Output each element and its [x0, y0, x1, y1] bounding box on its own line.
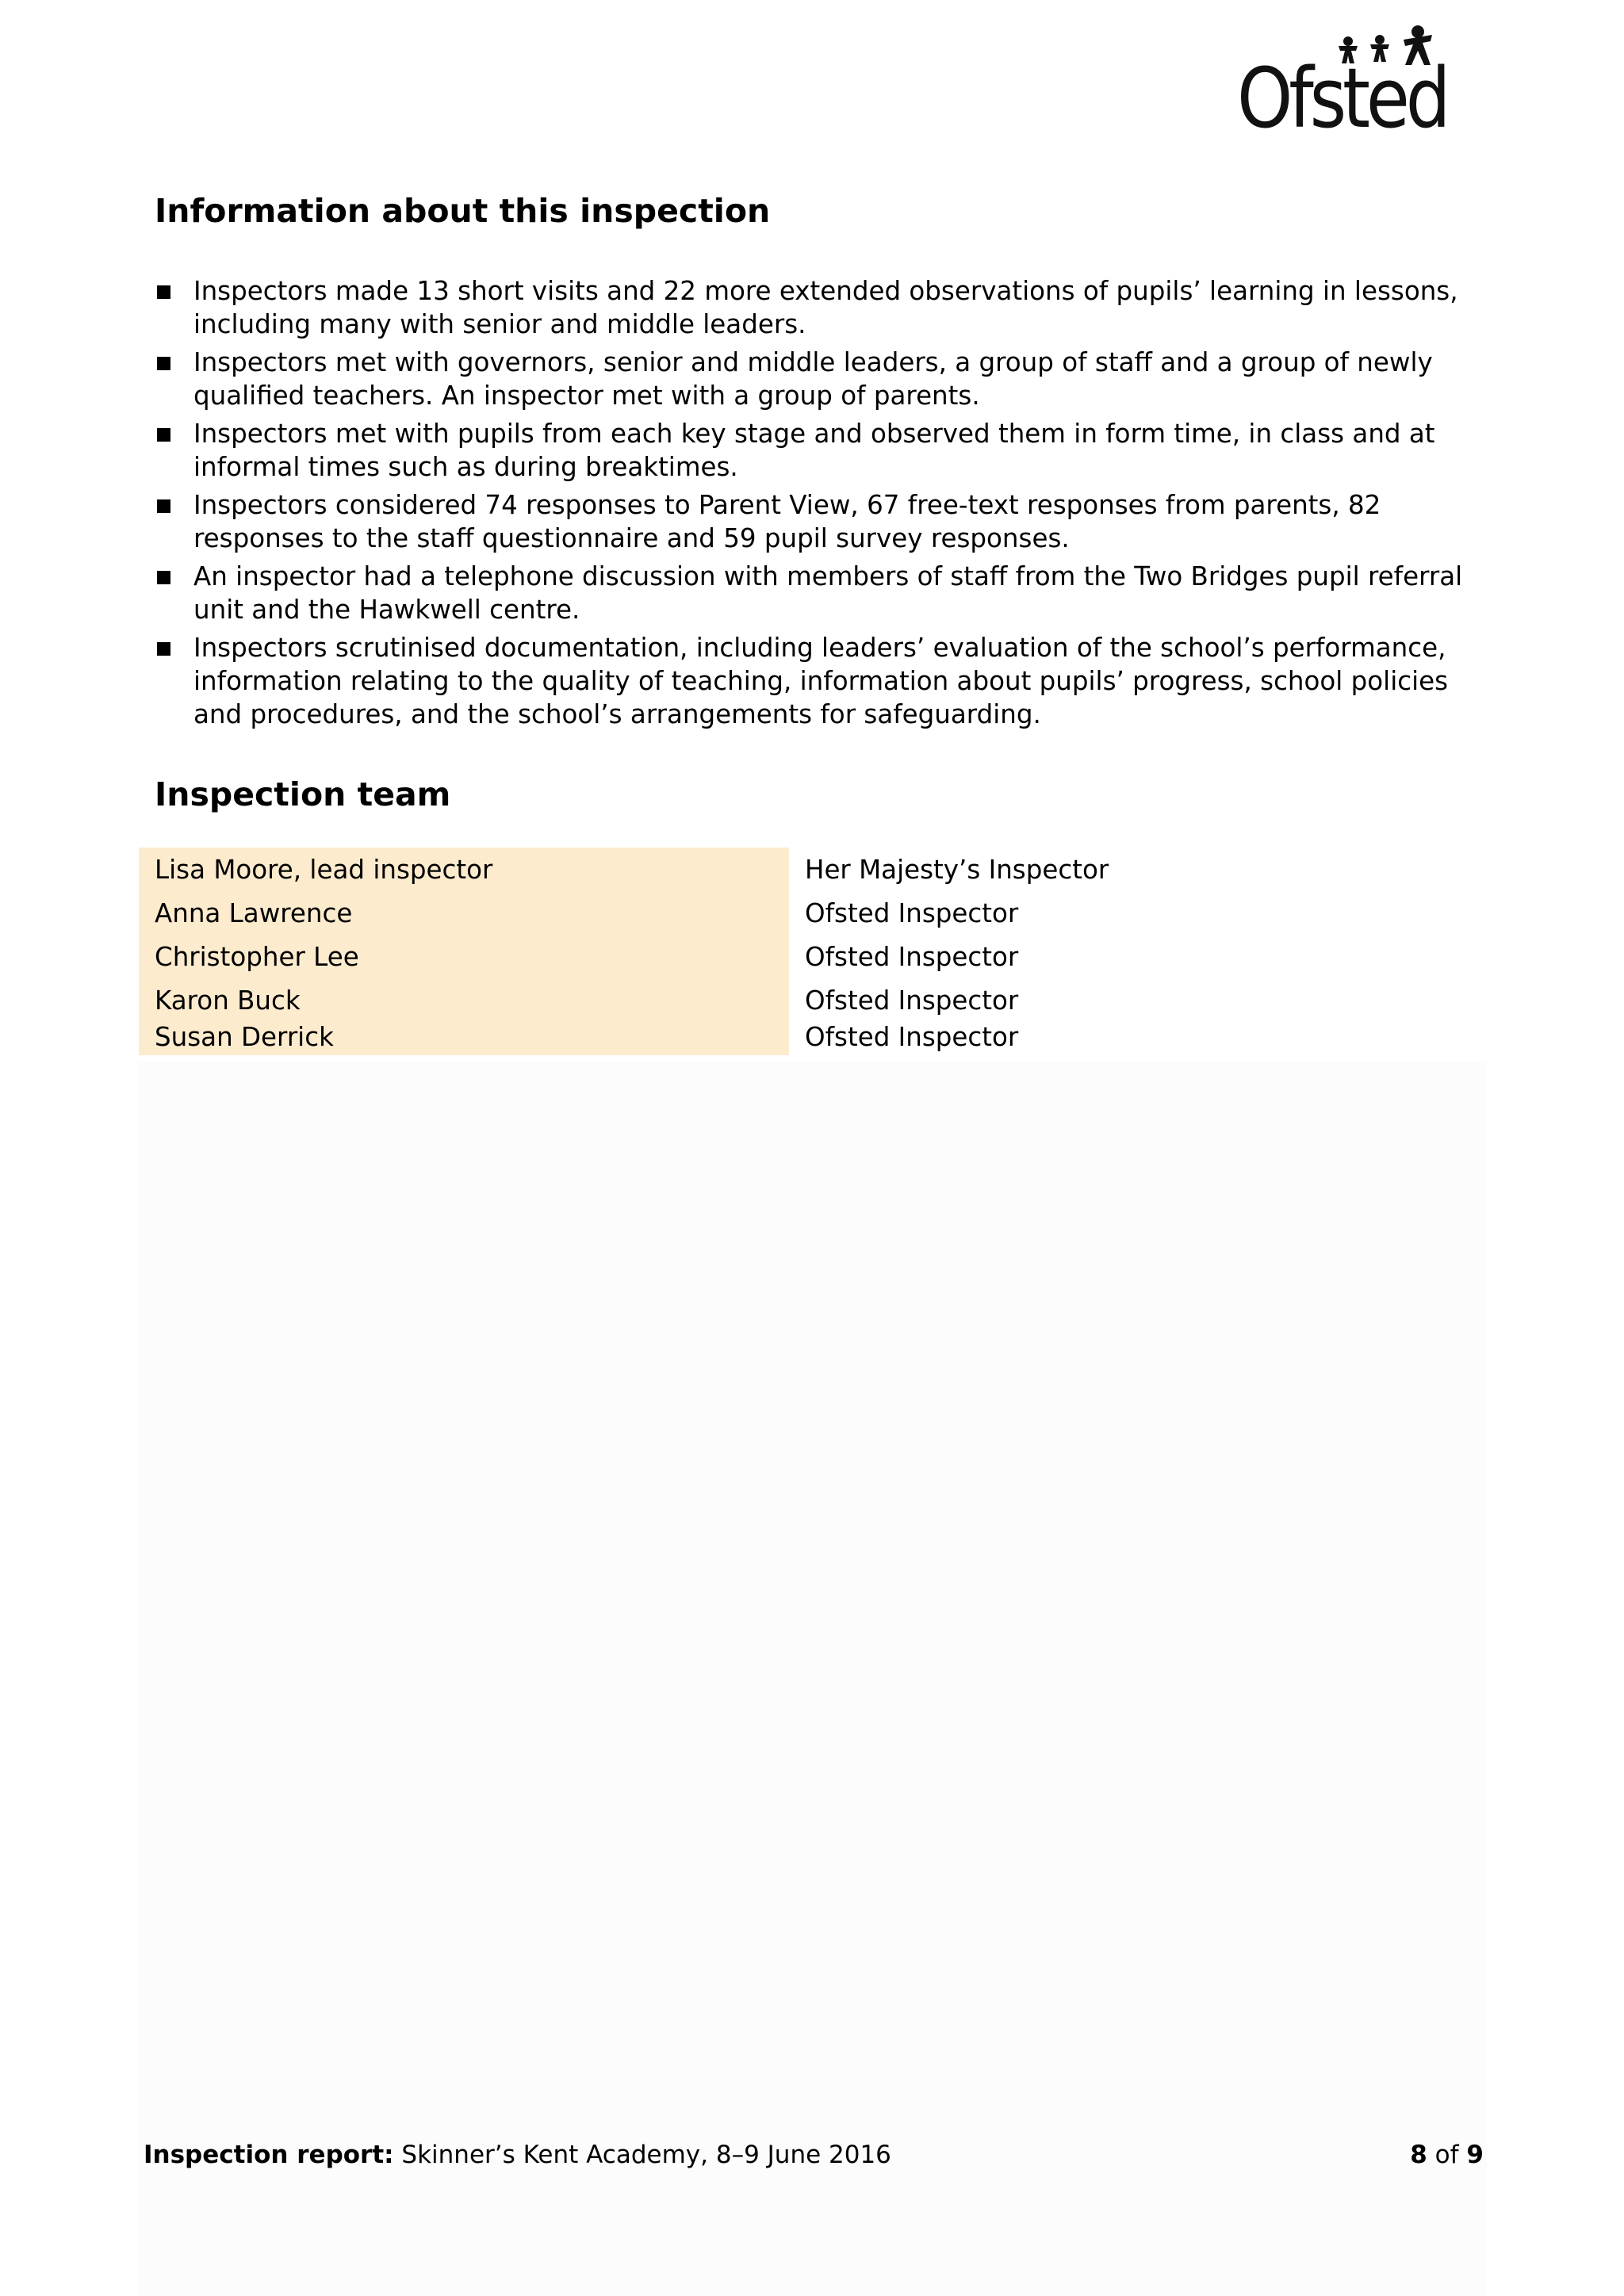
- table-row: [139, 935, 1328, 978]
- inspector-name: Christopher Lee: [139, 935, 789, 978]
- bullet-text: An inspector had a telephone discussion with members of staff from the Two Bridges pupil referral unit and the Hawkwell centre.: [193, 561, 1463, 625]
- bullet-square-icon: [157, 571, 170, 584]
- list-item: [155, 560, 1471, 626]
- bullet-square-icon: [157, 357, 170, 370]
- inspector-role: Her Majesty’s Inspector: [805, 854, 1109, 885]
- bullet-text: Inspectors met with governors, senior and middle leaders, a group of staff and a group of newly qualified teachers. An inspector met with a group of parents.: [193, 347, 1433, 411]
- footer-label: Inspection report:: [144, 2141, 394, 2169]
- table-row: [139, 891, 1328, 935]
- bullet-text: Inspectors scrutinised documentation, including leaders’ evaluation of the school’s performance, information relating to the quality of teaching, information about pupils’ progress, school policies and procedures, and the school’s arrangements for safeguarding.: [193, 633, 1449, 729]
- bullet-square-icon: [157, 642, 170, 656]
- table-row: [139, 848, 1328, 891]
- footer-report-info: [144, 2141, 891, 2169]
- inspector-role: Ofsted Inspector: [805, 897, 1019, 928]
- page-background: [139, 1062, 1487, 2296]
- inspector-name: Lisa Moore, lead inspector: [139, 848, 789, 891]
- info-bullet-list: [155, 274, 1471, 736]
- info-section-title: Information about this inspection: [155, 192, 771, 230]
- inspection-team-table: [139, 848, 1328, 1055]
- bullet-square-icon: [157, 428, 170, 442]
- table-row: [139, 1022, 1328, 1055]
- inspector-role: Ofsted Inspector: [805, 941, 1019, 972]
- table-row: [139, 978, 1328, 1022]
- page-current: 8: [1410, 2141, 1427, 2169]
- bullet-square-icon: [157, 499, 170, 513]
- bullet-square-icon: [157, 285, 170, 299]
- bullet-text: Inspectors made 13 short visits and 22 more extended observations of pupils’ learning in lessons, including many with senior and middle leaders.: [193, 276, 1458, 339]
- team-section-title: Inspection team: [155, 775, 451, 813]
- ofsted-wordmark: Ofsted: [1237, 50, 1447, 147]
- list-item: [155, 488, 1471, 555]
- page-total: 9: [1466, 2141, 1484, 2169]
- footer-report-title: Skinner’s Kent Academy, 8–9 June 2016: [401, 2141, 891, 2169]
- inspector-role: Ofsted Inspector: [805, 1022, 1019, 1052]
- inspector-name: Anna Lawrence: [139, 891, 789, 935]
- bullet-text: Inspectors considered 74 responses to Parent View, 67 free-text responses from parents, 82 responses to the staff questionnaire and 59 pupil survey responses.: [193, 490, 1381, 553]
- inspector-name: Susan Derrick: [139, 1022, 789, 1055]
- inspector-role: Ofsted Inspector: [805, 985, 1019, 1016]
- list-item: [155, 274, 1471, 341]
- page-of: of: [1434, 2141, 1459, 2169]
- inspector-name: Karon Buck: [139, 978, 789, 1022]
- list-item: [155, 417, 1471, 484]
- ofsted-logo: [1237, 24, 1467, 151]
- page-number: [1410, 2141, 1484, 2169]
- page-footer: [144, 2141, 1484, 2169]
- list-item: [155, 346, 1471, 412]
- bullet-text: Inspectors met with pupils from each key stage and observed them in form time, in class and at informal times such as during breaktimes.: [193, 419, 1435, 482]
- list-item: [155, 631, 1471, 731]
